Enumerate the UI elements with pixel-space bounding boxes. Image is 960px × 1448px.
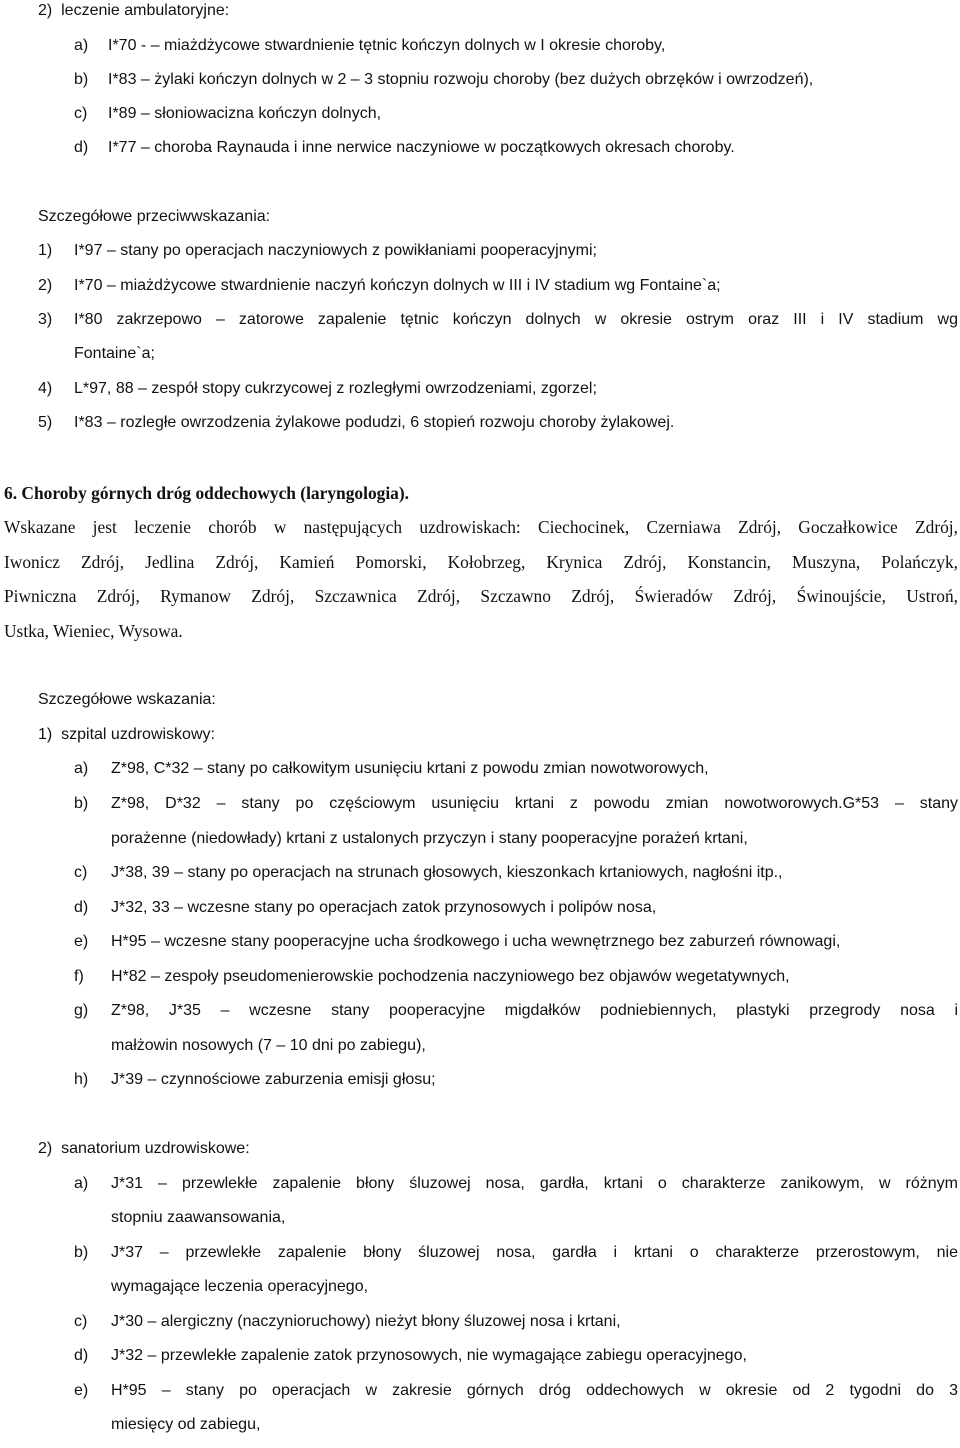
list-label: c) <box>74 105 88 122</box>
section-title: 6. Choroby górnych dróg oddechowych (laryngologia). <box>4 483 409 503</box>
list-item: H*95 – wczesne stany pooperacyjne ucha środkowego i ucha wewnętrznego bez zaburzeń równowagi, <box>111 933 841 950</box>
list-label: h) <box>74 1071 89 1088</box>
sanatorium-heading: 2) sanatorium uzdrowiskowe: <box>38 1140 250 1157</box>
paragraph-line: Iwonicz Zdrój, Jedlina Zdrój, Kamień Pomorski, Kołobrzeg, Krynica Zdrój, Konstancin, Muszyna, Polańczyk, <box>4 552 958 572</box>
ambulatory-heading: 2) leczenie ambulatoryjne: <box>38 2 230 19</box>
list-label: g) <box>74 1002 89 1019</box>
list-item: I*70 - – miażdżycowe stwardnienie tętnic kończyn dolnych w I okresie choroby, <box>108 37 666 54</box>
list-item: Z*98, C*32 – stany po całkowitym usunięciu krtani z powodu zmian nowotworowych, <box>111 760 709 777</box>
list-item: L*97, 88 – zespół stopy cukrzycowej z rozległymi owrzodzeniami, zgorzel; <box>74 380 597 397</box>
list-label: a) <box>74 760 89 777</box>
list-label: 5) <box>38 414 53 431</box>
list-item: J*31 – przewlekłe zapalenie błony śluzowej nosa, gardła, krtani o charakterze zanikowym, w różnym <box>111 1175 958 1192</box>
list-label: f) <box>74 968 84 985</box>
list-item: I*83 – żylaki kończyn dolnych w 2 – 3 stopniu rozwoju choroby (bez dużych obrzęków i owrzodzeń), <box>108 71 814 88</box>
paragraph-line: Ustka, Wieniec, Wysowa. <box>4 621 183 641</box>
list-item: I*97 – stany po operacjach naczyniowych z powikłaniami pooperacyjnymi; <box>74 242 597 259</box>
indications-heading: Szczegółowe wskazania: <box>38 691 216 708</box>
list-item-continuation: Fontaine`a; <box>74 345 155 362</box>
list-item-continuation: stopniu zaawansowania, <box>111 1209 286 1226</box>
list-label: b) <box>74 795 89 812</box>
list-label: c) <box>74 1313 88 1330</box>
paragraph-line: Piwniczna Zdrój, Rymanow Zdrój, Szczawnica Zdrój, Szczawno Zdrój, Świeradów Zdrój, Świnoujście, Ustroń, <box>4 586 958 606</box>
list-item-continuation: porażenne (niedowłady) krtani z ustalonych przyczyn i stany pooperacyjne porażeń krtani, <box>111 830 748 847</box>
hospital-heading: 1) szpital uzdrowiskowy: <box>38 726 215 743</box>
list-item: I*70 – miażdżycowe stwardnienie naczyń kończyn dolnych w III i IV stadium wg Fontaine`a; <box>74 277 721 294</box>
contraindications-heading: Szczegółowe przeciwwskazania: <box>38 208 271 225</box>
list-label: 2) <box>38 277 53 294</box>
list-label: 3) <box>38 311 53 328</box>
list-label: b) <box>74 1244 89 1261</box>
list-label: a) <box>74 37 89 54</box>
list-item: Z*98, D*32 – stany po częściowym usunięciu krtani z powodu zmian nowotworowych.G*53 – stany <box>111 795 958 812</box>
list-label: c) <box>74 864 88 881</box>
list-label: d) <box>74 899 89 916</box>
list-label: d) <box>74 1347 89 1364</box>
list-item: J*32 – przewlekłe zapalenie zatok przynosowych, nie wymagające zabiegu operacyjnego, <box>111 1347 747 1364</box>
list-item-continuation: miesięcy od zabiegu, <box>111 1416 261 1433</box>
list-label: e) <box>74 933 89 950</box>
list-item: I*77 – choroba Raynauda i inne nerwice naczyniowe w początkowych okresach choroby. <box>108 139 735 156</box>
list-label: 1) <box>38 242 53 259</box>
list-label: a) <box>74 1175 89 1192</box>
list-item: J*37 – przewlekłe zapalenie błony śluzowej nosa, gardła i krtani o charakterze przerostowym, nie <box>111 1244 958 1261</box>
list-item: I*83 – rozległe owrzodzenia żylakowe podudzi, 6 stopień rozwoju choroby żylakowej. <box>74 414 675 431</box>
list-label: 4) <box>38 380 53 397</box>
list-item: J*32, 33 – wczesne stany po operacjach zatok przynosowych i polipów nosa, <box>111 899 657 916</box>
list-item: I*80 zakrzepowo – zatorowe zapalenie tętnic kończyn dolnych w okresie ostrym oraz III i IV stadium wg <box>74 311 958 328</box>
list-item: H*95 – stany po operacjach w zakresie górnych dróg oddechowych w okresie od 2 tygodni do 3 <box>111 1382 958 1399</box>
list-label: e) <box>74 1382 89 1399</box>
list-item: J*30 – alergiczny (naczynioruchowy) nieżyt błony śluzowej nosa i krtani, <box>111 1313 621 1330</box>
list-item: J*39 – czynnościowe zaburzenia emisji głosu; <box>111 1071 436 1088</box>
list-label: b) <box>74 71 89 88</box>
list-item-continuation: małżowin nosowych (7 – 10 dni po zabiegu), <box>111 1037 426 1054</box>
list-item: Z*98, J*35 – wczesne stany pooperacyjne migdałków podniebiennych, plastyki przegrody nosa i <box>111 1002 958 1019</box>
paragraph-line: Wskazane jest leczenie chorób w następujących uzdrowiskach: Ciechocinek, Czerniawa Zdrój, Goczałkowice Zdrój, <box>4 517 958 537</box>
list-item: I*89 – słoniowacizna kończyn dolnych, <box>108 105 382 122</box>
list-item: J*38, 39 – stany po operacjach na strunach głosowych, kieszonkach krtaniowych, nagłośni itp., <box>111 864 783 881</box>
list-item-continuation: wymagające leczenia operacyjnego, <box>111 1278 369 1295</box>
list-label: d) <box>74 139 89 156</box>
list-item: H*82 – zespoły pseudomenierowskie pochodzenia naczyniowego bez objawów wegetatywnych, <box>111 968 790 985</box>
